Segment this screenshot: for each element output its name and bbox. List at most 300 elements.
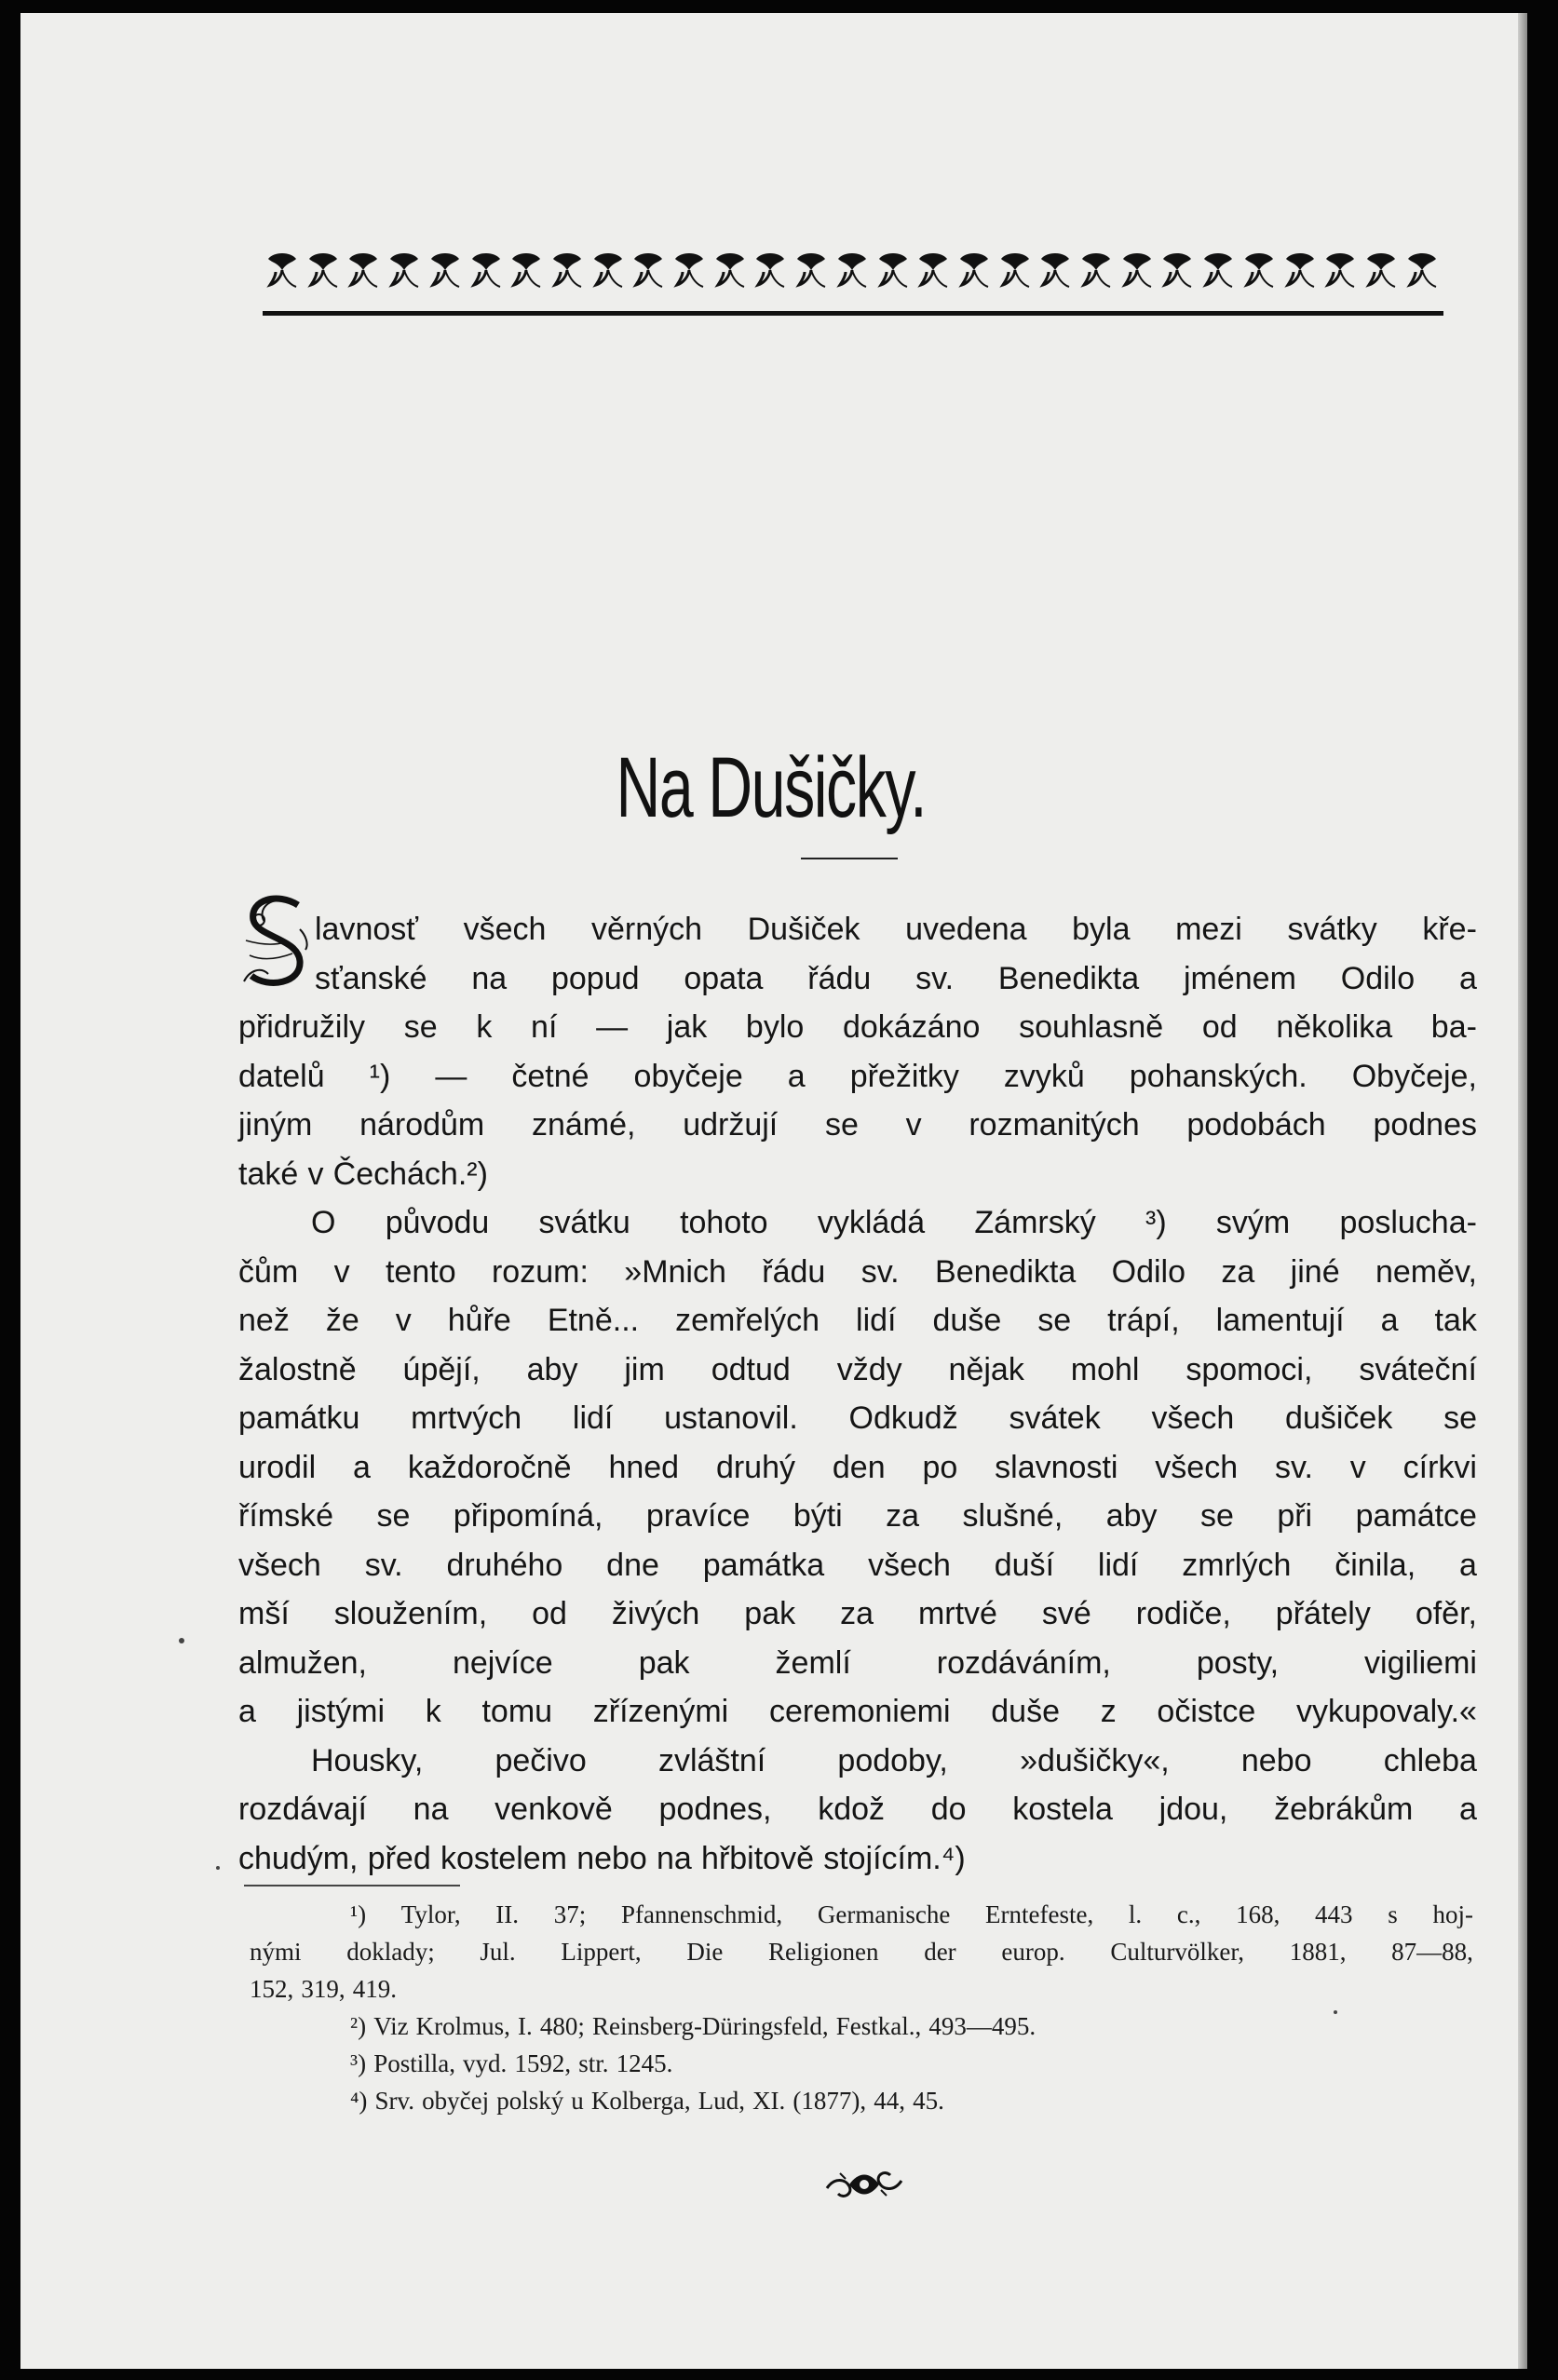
word: přidružily xyxy=(238,1009,366,1045)
paper-speck xyxy=(216,1866,220,1870)
fleuron-ornament xyxy=(508,250,544,292)
page-title: Na Dušičky. xyxy=(616,740,927,835)
word: 1881, xyxy=(1289,1938,1347,1966)
word: 319, xyxy=(301,1975,345,2003)
word: slušné, xyxy=(962,1498,1064,1534)
word: na xyxy=(657,1840,692,1876)
word: poslucha- xyxy=(1339,1205,1477,1240)
word: řádu xyxy=(762,1253,826,1290)
word: v xyxy=(905,1107,922,1143)
word: str. xyxy=(578,2049,609,2077)
word: zvyků xyxy=(1003,1058,1085,1094)
fleuron-ornament xyxy=(997,250,1033,292)
word: 45. xyxy=(913,2087,944,2115)
fleuron-ornament xyxy=(671,250,707,292)
word: všech xyxy=(1151,1400,1235,1436)
word: podobách xyxy=(1186,1107,1326,1143)
word: Odilo xyxy=(1111,1253,1185,1290)
word: svátky xyxy=(1287,912,1377,947)
word: Religionen xyxy=(768,1938,879,1966)
word: a xyxy=(1459,1547,1477,1583)
word: »dušičky«, xyxy=(1020,1742,1170,1778)
word: kře- xyxy=(1422,912,1477,947)
word: Etně... xyxy=(547,1303,640,1338)
footnote-rule xyxy=(244,1885,460,1886)
text-line xyxy=(238,1589,1477,1639)
word: známé, xyxy=(531,1107,636,1143)
tailpiece-ornament-icon xyxy=(821,2164,907,2205)
word: četné xyxy=(511,1058,589,1094)
word: rodiče, xyxy=(1135,1596,1231,1631)
footnote-line xyxy=(250,1970,1473,2008)
word: den xyxy=(832,1449,886,1485)
word: 493—495. xyxy=(928,2012,1036,2040)
word: O xyxy=(311,1205,336,1240)
word: zvláštní xyxy=(657,1742,766,1778)
word: čům xyxy=(238,1253,299,1290)
word: 37; xyxy=(553,1900,587,1928)
word: Benedikta xyxy=(935,1253,1077,1290)
word: venkově xyxy=(494,1792,613,1827)
fleuron-ornament xyxy=(305,250,341,292)
word: se xyxy=(1037,1303,1072,1338)
word: církvi xyxy=(1402,1449,1477,1485)
text-line xyxy=(238,1101,1477,1150)
word: se xyxy=(376,1498,411,1534)
word: 419. xyxy=(352,1975,397,2003)
footnote-line xyxy=(250,2008,1473,2045)
word: se xyxy=(824,1107,859,1143)
word: ba- xyxy=(1430,1009,1477,1045)
word: pak xyxy=(638,1644,690,1681)
footnote-line xyxy=(250,1933,1473,1970)
word: zmrlých xyxy=(1182,1547,1292,1583)
word: lamentují xyxy=(1215,1303,1345,1338)
word: hoj- xyxy=(1432,1900,1473,1928)
word: sváteční xyxy=(1359,1351,1477,1387)
word: druhý xyxy=(715,1449,796,1485)
word: se xyxy=(403,1009,438,1045)
word: úpějí, xyxy=(402,1351,481,1387)
word: svým xyxy=(1215,1205,1291,1240)
header-ornament-band xyxy=(264,243,1440,299)
word: chleba xyxy=(1383,1742,1477,1778)
word: hůře xyxy=(447,1303,511,1338)
word: žebrákům xyxy=(1274,1792,1414,1827)
word: svátek xyxy=(1009,1400,1101,1436)
word: od xyxy=(532,1596,567,1631)
word: do xyxy=(930,1792,967,1827)
word: popud xyxy=(550,960,640,996)
word: Odkudž xyxy=(848,1400,958,1436)
fleuron-ornament xyxy=(1322,250,1358,292)
fleuron-ornament xyxy=(264,250,300,292)
word: Postilla, xyxy=(373,2049,455,2077)
word: duší xyxy=(994,1547,1055,1583)
word: — xyxy=(435,1058,467,1094)
word: 44, xyxy=(874,2087,905,2115)
word: žalostně xyxy=(238,1351,357,1387)
fleuron-ornament xyxy=(427,250,463,292)
word: sv. xyxy=(1274,1449,1313,1485)
word: v xyxy=(307,1156,324,1192)
word: tak xyxy=(1434,1303,1477,1338)
word: chudým, xyxy=(238,1840,359,1876)
word: všech xyxy=(238,1547,321,1583)
word: nebo xyxy=(1240,1742,1312,1778)
fleuron-ornament xyxy=(1078,250,1114,292)
word: jdou, xyxy=(1158,1792,1228,1827)
word: Erntefeste, xyxy=(985,1900,1094,1928)
word: svátku xyxy=(538,1205,630,1240)
word: pravíce xyxy=(645,1498,751,1534)
word: kostelem xyxy=(440,1840,567,1876)
text-line xyxy=(238,1639,1477,1688)
word: na xyxy=(413,1792,449,1827)
fleuron-ornament xyxy=(956,250,992,292)
word: a xyxy=(1380,1303,1399,1338)
word: památku xyxy=(238,1400,360,1436)
word: Dušiček xyxy=(747,912,860,947)
word: hřbitově xyxy=(701,1840,814,1876)
fleuron-ornament xyxy=(834,250,870,292)
word: ³) xyxy=(1145,1205,1167,1240)
text-line xyxy=(238,1443,1477,1493)
word: — xyxy=(596,1009,629,1045)
word: aby xyxy=(1105,1498,1158,1534)
word: vždy xyxy=(836,1351,902,1387)
word: ¹) xyxy=(350,1900,367,1928)
fleuron-ornament xyxy=(549,250,585,292)
word: aby xyxy=(526,1351,578,1387)
word: posty, xyxy=(1196,1644,1280,1681)
text-line xyxy=(238,1394,1477,1443)
word: Kolberga, xyxy=(590,2087,691,2115)
word: trápí, xyxy=(1107,1303,1180,1338)
word: udržují xyxy=(683,1107,779,1143)
word: 443 xyxy=(1315,1900,1353,1928)
word: ³) xyxy=(350,2049,367,2077)
word: podnes, xyxy=(658,1792,772,1827)
word: odtud xyxy=(711,1351,791,1387)
word: všech xyxy=(463,912,547,947)
word: památka xyxy=(702,1547,825,1583)
word: zřízenými xyxy=(592,1694,729,1729)
word: Die xyxy=(686,1938,724,1966)
word: jistými xyxy=(296,1694,386,1729)
word: nějak xyxy=(948,1351,1024,1387)
text-line xyxy=(238,1198,1477,1248)
word: sv. xyxy=(915,960,955,996)
word: než xyxy=(238,1303,290,1338)
word: jiné xyxy=(1290,1253,1340,1290)
word: »Mnich xyxy=(624,1253,726,1290)
fleuron-ornament xyxy=(752,250,788,292)
fleuron-ornament xyxy=(630,250,666,292)
word: Odilo xyxy=(1340,960,1416,996)
fleuron-ornament xyxy=(1200,250,1236,292)
word: ofěr, xyxy=(1415,1596,1477,1631)
word: podoby, xyxy=(837,1742,948,1778)
word: před xyxy=(367,1840,431,1876)
word: neměv, xyxy=(1375,1253,1477,1290)
word: u xyxy=(571,2087,584,2115)
word: lavnosť xyxy=(315,912,419,947)
word: vykupovaly.« xyxy=(1295,1694,1477,1729)
word: rozdáváním, xyxy=(936,1644,1111,1681)
word: I. xyxy=(518,2012,533,2040)
word: a xyxy=(787,1058,806,1094)
word: také xyxy=(238,1156,299,1192)
word: své xyxy=(1041,1596,1091,1631)
word: Zámrský xyxy=(974,1205,1096,1240)
word: doklady; xyxy=(346,1938,435,1966)
word: rozmanitých xyxy=(969,1107,1140,1143)
word: 480; xyxy=(539,2012,585,2040)
word: slavnosti xyxy=(995,1449,1118,1485)
word: v xyxy=(333,1253,350,1290)
word: dušiček xyxy=(1285,1400,1393,1436)
fleuron-ornament xyxy=(1282,250,1318,292)
word: každoročně xyxy=(407,1449,572,1485)
word: Lud, xyxy=(698,2087,745,2115)
word: zemřelých xyxy=(675,1303,820,1338)
word: europ. xyxy=(1001,1938,1065,1966)
paper-speck xyxy=(179,1638,184,1643)
word: lidí xyxy=(1097,1547,1139,1583)
word: jménem xyxy=(1183,960,1296,996)
word: nejvíce xyxy=(452,1644,553,1681)
fleuron-ornament xyxy=(793,250,829,292)
text-line xyxy=(238,1541,1477,1590)
fleuron-ornament xyxy=(386,250,422,292)
word: Tylor, xyxy=(400,1900,461,1928)
word: sv. xyxy=(860,1253,900,1290)
word: od xyxy=(1201,1009,1238,1045)
word: nými xyxy=(250,1938,302,1966)
footnote-line xyxy=(250,2082,1473,2119)
text-line xyxy=(238,1296,1477,1346)
word: k xyxy=(425,1694,441,1729)
fleuron-ornament xyxy=(468,250,504,292)
word: ustanovil. xyxy=(664,1400,798,1436)
word: hned xyxy=(608,1449,680,1485)
word: pečivo xyxy=(494,1742,587,1778)
word: Culturvölker, xyxy=(1110,1938,1244,1966)
paper-speck xyxy=(1334,2010,1337,2014)
word: ⁴) xyxy=(350,2087,368,2115)
word: ¹) xyxy=(369,1058,391,1094)
word: mohl xyxy=(1070,1351,1140,1387)
word: v xyxy=(1349,1449,1366,1485)
word: a xyxy=(238,1694,256,1729)
word: ní xyxy=(531,1009,558,1045)
word: souhlasně xyxy=(1019,1009,1164,1045)
word: při xyxy=(1277,1498,1313,1534)
word: ceremoniemi xyxy=(768,1694,951,1729)
word: der xyxy=(924,1938,956,1966)
word: nebo xyxy=(576,1840,647,1876)
word: polský xyxy=(496,2087,564,2115)
word: všech xyxy=(1155,1449,1239,1485)
word: rozum: xyxy=(491,1253,589,1290)
word: 152, xyxy=(250,1975,294,2003)
word: ²) xyxy=(350,2012,367,2040)
word: XI. xyxy=(752,2087,786,2115)
word: tento xyxy=(385,1253,456,1290)
word: očistce xyxy=(1157,1694,1256,1729)
fleuron-ornament xyxy=(915,250,951,292)
word: se xyxy=(1443,1400,1477,1436)
word: národům xyxy=(359,1107,485,1143)
word: činila, xyxy=(1334,1547,1416,1583)
word: 1592, xyxy=(514,2049,572,2077)
word: sloužením, xyxy=(333,1596,488,1631)
word: Benedikta xyxy=(997,960,1140,996)
word: bylo xyxy=(745,1009,805,1045)
word: urodil xyxy=(238,1449,317,1485)
word: Festkal., xyxy=(835,2012,922,2040)
fleuron-ornament xyxy=(1363,250,1399,292)
word: vykládá xyxy=(817,1205,926,1240)
page-edge-shadow xyxy=(1518,13,1527,2369)
word: stojícím.⁴) xyxy=(823,1840,966,1876)
word: vyd. xyxy=(463,2049,508,2077)
text-line xyxy=(238,1492,1477,1541)
word: na xyxy=(471,960,508,996)
word: 87—88, xyxy=(1391,1938,1473,1966)
word: jak xyxy=(666,1009,708,1045)
title-rule xyxy=(801,858,898,859)
word: obyčeje xyxy=(633,1058,743,1094)
word: datelů xyxy=(238,1058,325,1094)
fleuron-ornament xyxy=(875,250,911,292)
text-line xyxy=(238,1785,1477,1834)
word: a xyxy=(1459,1792,1477,1827)
word: sťanské xyxy=(315,960,427,996)
text-line xyxy=(238,1248,1477,1297)
word: několika xyxy=(1276,1009,1393,1045)
word: spomoci, xyxy=(1185,1351,1313,1387)
word: duše xyxy=(991,1694,1060,1729)
word: řádu xyxy=(807,960,872,996)
word: rozdávají xyxy=(238,1792,367,1827)
book-page xyxy=(20,13,1527,2369)
fleuron-ornament xyxy=(1037,250,1073,292)
fleuron-ornament xyxy=(345,250,381,292)
word: duše xyxy=(932,1303,1002,1338)
text-line xyxy=(238,1687,1477,1737)
word: almužen, xyxy=(238,1644,367,1681)
word: mrtvé xyxy=(917,1596,997,1631)
word: mezi xyxy=(1175,912,1242,947)
word: Srv. xyxy=(374,2087,415,2115)
word: Lippert, xyxy=(561,1938,642,1966)
word: podnes xyxy=(1373,1107,1477,1143)
word: v xyxy=(395,1303,412,1338)
word: vigiliemi xyxy=(1364,1644,1477,1681)
word: II. xyxy=(495,1900,520,1928)
word: l. xyxy=(1128,1900,1143,1928)
word: žemlí xyxy=(775,1644,851,1681)
word: býti xyxy=(793,1498,843,1534)
header-rule xyxy=(263,311,1443,316)
word: tomu xyxy=(481,1694,553,1729)
text-line xyxy=(238,1150,1477,1199)
word: přežitky xyxy=(849,1058,959,1094)
word: Jul. xyxy=(480,1938,516,1966)
text-line xyxy=(238,905,1477,954)
word: Germanische xyxy=(817,1900,951,1928)
word: (1877), xyxy=(793,2087,867,2115)
word: uvedena xyxy=(905,912,1027,947)
word: 168, xyxy=(1236,1900,1280,1928)
word: byla xyxy=(1072,912,1131,947)
word: Viz xyxy=(373,2012,409,2040)
fleuron-ornament xyxy=(712,250,748,292)
word: Pfannenschmid, xyxy=(620,1900,783,1928)
footnote-line xyxy=(250,1896,1473,1933)
word: obyčej xyxy=(422,2087,490,2115)
word: mší xyxy=(238,1596,290,1631)
text-line xyxy=(238,1834,1477,1884)
word: tohoto xyxy=(680,1205,768,1240)
word: připomíná, xyxy=(453,1498,603,1534)
footnote-line xyxy=(250,2045,1473,2082)
fleuron-ornament xyxy=(590,250,626,292)
word: lidí xyxy=(856,1303,897,1338)
word: jiným xyxy=(238,1107,313,1143)
word: pak xyxy=(744,1596,796,1631)
text-line xyxy=(238,1737,1477,1786)
word: sv. xyxy=(364,1547,403,1583)
word: původu xyxy=(385,1205,490,1240)
word: a xyxy=(1458,960,1477,996)
word: opata xyxy=(684,960,764,996)
text-line xyxy=(238,1346,1477,1395)
word: Čechách.²) xyxy=(332,1156,488,1192)
word: všech xyxy=(868,1547,951,1583)
word: s xyxy=(1388,1900,1398,1928)
fleuron-ornament xyxy=(1159,250,1195,292)
word: lidí xyxy=(572,1400,614,1436)
word: věrných xyxy=(590,912,703,947)
word: římské xyxy=(238,1498,333,1534)
text-line xyxy=(238,954,1477,1004)
word: Obyčeje, xyxy=(1351,1058,1477,1094)
footnotes xyxy=(250,1896,1473,2119)
word: z xyxy=(1100,1694,1117,1729)
word: k xyxy=(476,1009,493,1045)
word: po xyxy=(922,1449,958,1485)
word: dokázáno xyxy=(842,1009,981,1045)
word: za xyxy=(1221,1253,1255,1290)
fleuron-ornament xyxy=(1119,250,1155,292)
word: živých xyxy=(611,1596,700,1631)
word: mrtvých xyxy=(411,1400,522,1436)
word: Housky, xyxy=(311,1742,424,1778)
word: Reinsberg-Düringsfeld, xyxy=(591,2012,829,2040)
word: 1245. xyxy=(616,2049,673,2077)
fleuron-ornament xyxy=(1241,250,1277,292)
word: kdož xyxy=(818,1792,886,1827)
word: pohanských. xyxy=(1129,1058,1307,1094)
word: dne xyxy=(606,1547,659,1583)
text-line xyxy=(238,1003,1477,1052)
fleuron-ornament xyxy=(1404,250,1440,292)
word: za xyxy=(886,1498,920,1534)
word: přátely xyxy=(1275,1596,1371,1631)
